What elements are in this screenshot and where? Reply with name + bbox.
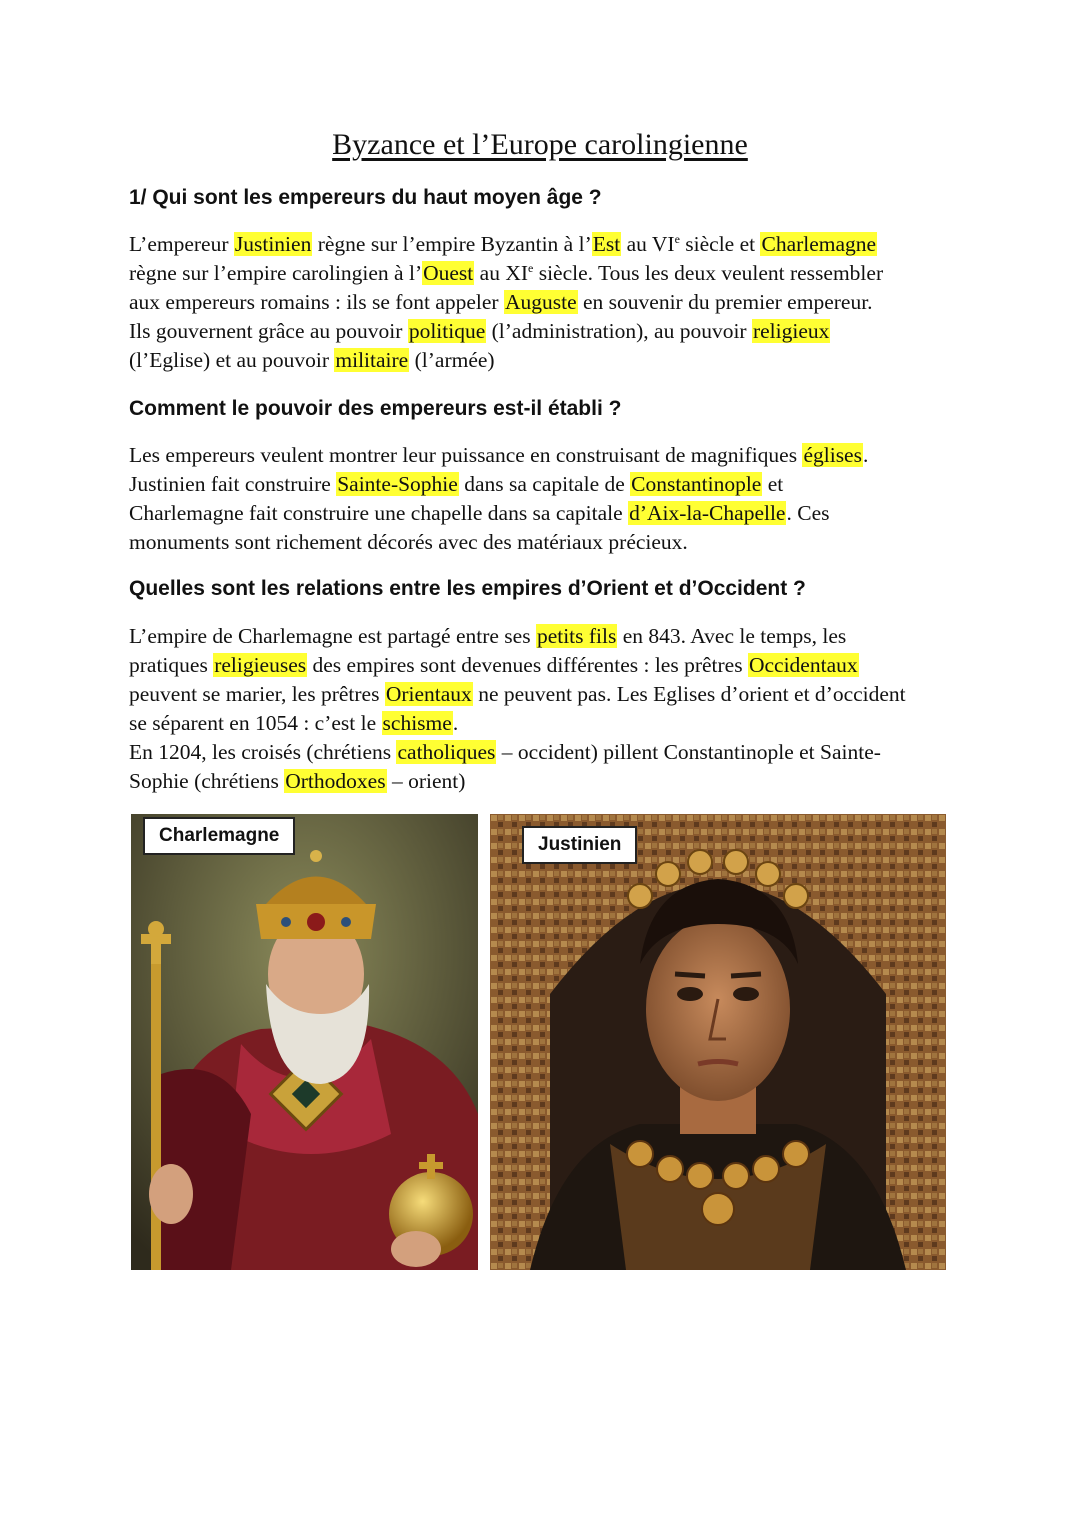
text-segment: L’empire de Charlemagne est partagé entre ses [129,624,536,648]
text-line [129,738,969,767]
highlighted-term: églises [803,443,862,467]
highlighted-term: Constantinople [631,472,762,496]
text-segment: règne sur l’empire carolingien à l’ [129,261,423,285]
superscript: e [674,231,680,246]
text-segment: en souvenir du premier empereur. [577,290,873,314]
text-line [129,441,969,470]
text-segment: (l’armée) [409,348,495,372]
text-segment: Ils gouvernent grâce au pouvoir [129,319,408,343]
highlighted-term: schisme [382,711,452,735]
text-line [129,259,969,288]
text-line [129,346,969,375]
section3-heading: Quelles sont les relations entre les empires d’Orient et d’Occident ? [129,577,806,600]
highlighted-term: Charlemagne [761,232,877,256]
text-line [129,317,969,346]
text-line [129,499,969,528]
highlighted-term: politique [408,319,486,343]
text-line [129,230,969,259]
highlighted-term: Justinien [234,232,312,256]
text-segment: en 843. Avec le temps, les [617,624,847,648]
section1-heading: 1/ Qui sont les empereurs du haut moyen âge ? [129,186,602,209]
highlighted-term: Orthodoxes [285,769,386,793]
text-segment: Sophie (chrétiens [129,769,285,793]
highlighted-term: Occidentaux [748,653,858,677]
text-segment: peuvent se marier, les prêtres [129,682,385,706]
charlemagne-portrait [131,814,478,1270]
text-segment: ne peuvent pas. Les Eglises d’orient et d’occident [472,682,906,706]
text-line [129,288,969,317]
text-segment: Charlemagne fait construire une chapelle dans sa capitale [129,501,629,525]
text-segment: et [762,472,784,496]
section2-heading: Comment le pouvoir des empereurs est-il établi ? [129,397,622,420]
text-line [129,528,969,557]
highlighted-term: petits fils [536,624,617,648]
text-segment: – orient) [386,769,466,793]
text-segment: se séparent en 1054 : c’est le [129,711,382,735]
text-segment: dans sa capitale de [458,472,631,496]
text-segment: aux empereurs romains : ils se font appeler [129,290,504,314]
text-segment: au XI [474,261,529,285]
text-segment: Les empereurs veulent montrer leur puissance en construisant de magnifiques [129,443,803,467]
highlighted-term: Orientaux [385,682,472,706]
text-segment: L’empereur [129,232,234,256]
text-line [129,767,969,796]
justinien-label: Justinien [522,826,637,864]
section3-paragraph [129,622,969,796]
highlighted-term: religieuses [214,653,307,677]
text-segment: pratiques [129,653,214,677]
text-segment: . [862,443,869,467]
highlighted-term: religieux [752,319,830,343]
section2-paragraph [129,441,969,557]
text-line [129,709,969,738]
text-segment: siècle. Tous les deux veulent ressembler [533,261,884,285]
text-segment: monuments sont richement décorés avec des matériaux précieux. [129,530,688,554]
text-segment: des empires sont devenues différentes : les prêtres [307,653,748,677]
text-line [129,680,969,709]
text-segment: règne sur l’empire Byzantin à l’ [312,232,592,256]
highlighted-term: Est [592,232,621,256]
page-title: Byzance et l’Europe carolingienne [332,128,748,161]
text-line [129,651,969,680]
text-segment: En 1204, les croisés (chrétiens [129,740,397,764]
highlighted-term: militaire [335,348,409,372]
text-line [129,622,969,651]
highlighted-term: d’Aix-la-Chapelle [629,501,786,525]
text-segment: . [452,711,459,735]
text-segment: . Ces [786,501,830,525]
section1-paragraph [129,230,969,375]
charlemagne-label: Charlemagne [143,817,295,855]
text-line [129,470,969,499]
highlighted-term: Sainte-Sophie [337,472,458,496]
highlighted-term: catholiques [397,740,496,764]
text-segment: siècle et [679,232,761,256]
superscript: e [528,260,534,275]
text-segment: (l’administration), au pouvoir [486,319,752,343]
text-segment: – occident) pillent Constantinople et Sainte- [496,740,881,764]
highlighted-term: Ouest [423,261,474,285]
text-segment: Justinien fait construire [129,472,337,496]
text-segment: au VI [621,232,675,256]
text-segment: (l’Eglise) et au pouvoir [129,348,335,372]
highlighted-term: Auguste [504,290,577,314]
justinien-portrait [490,814,946,1270]
